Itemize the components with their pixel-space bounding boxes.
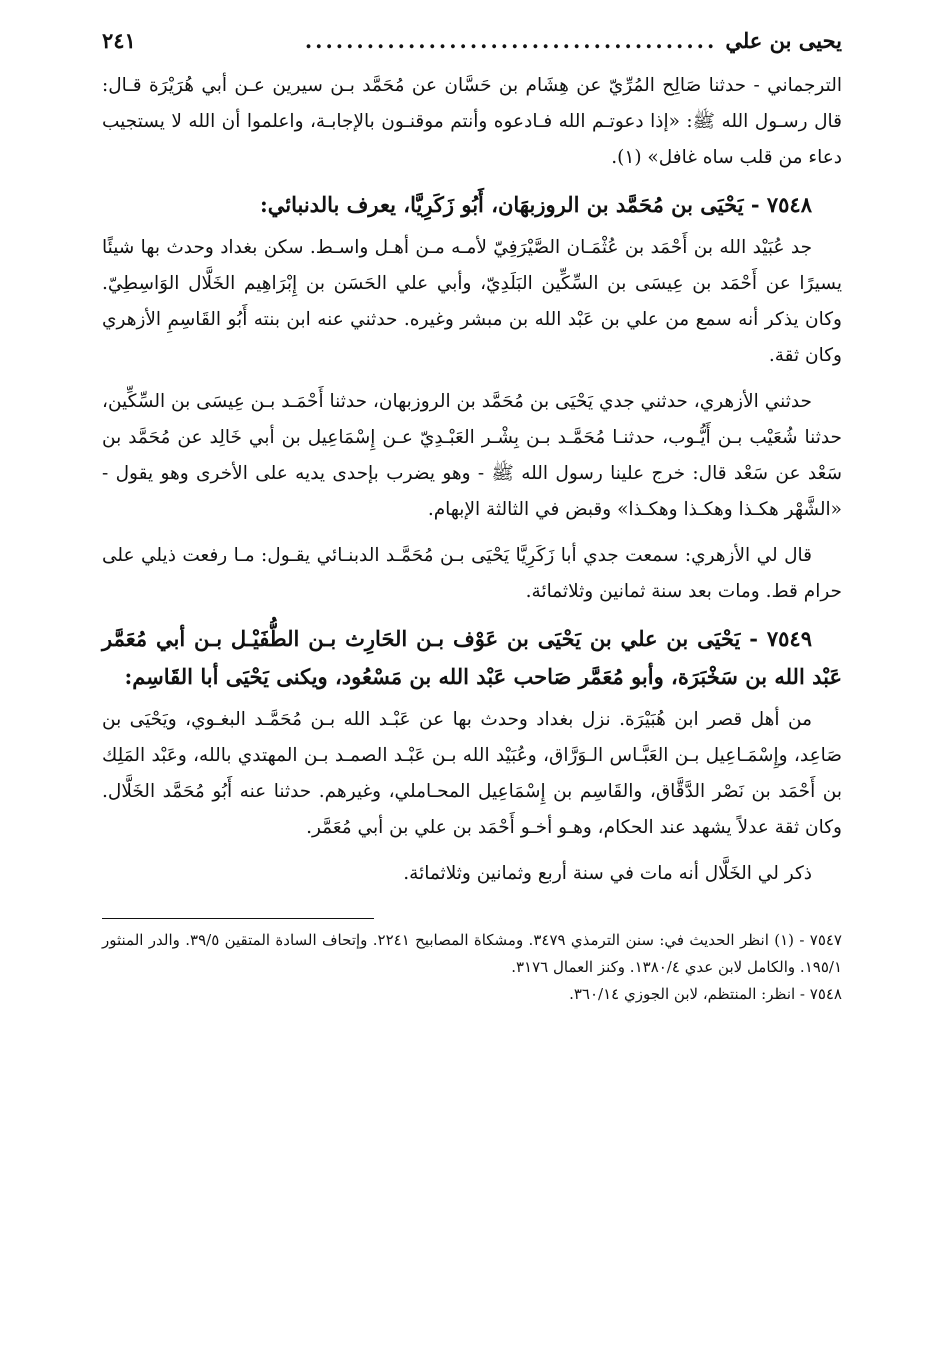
paragraph-biography-7548: جد عُبَيْد الله بن أَحْمَد بن عُثْمَـان الصَّيْرَفِيّ لأمـه مـن أهـل واسـط. سكن بغداد وحدث بها شيئًا يسيرًا عن أَحْمَد بن عِيسَى بن السِّكِّين البَلَدِيّ، وأبي علي الحَسَن بن إِبْرَاهِيم الخَلَّال الوَاسِطِيّ. وكان يذكر أنه سمع من علي بن عَبْد الله بن مبشر وغيره. حدثني عنه ابن بنته أَبُو القَاسِمِ الأزهري وكان ثقة. bbox=[102, 237, 842, 366]
paragraph-quote-7548: قال لي الأزهري: سمعت جدي أبا زَكَرِيَّا يَحْيَى بـن مُحَمَّـد الدبنـائي يقـول: مـا رفعت ذيلي على حرام قط. ومات بعد سنة ثمانين وثلاثمائة. bbox=[102, 545, 842, 602]
paragraph-continuation: الترجماني - حدثنا صَالِح المُرِّيّ عن هِشَام بن حَسَّان عن مُحَمَّد بـن سيرين عـن أبي هُرَيْرَة قـال: قال رسـول الله ﷺ: «إذا دعوتـم الله فـادعوه وأنتم موقنـون بالإجابـة، واعلموا أن الله لا يستجيب دعاء من قلب ساه غافل» (١). bbox=[102, 75, 842, 168]
footnote-separator bbox=[102, 918, 374, 919]
paragraph-hadith-7548: حدثني الأزهري، حدثني جدي يَحْيَى بن مُحَمَّد بن الروزبهان، حدثنا أَحْمَـد بـن عِيسَى بن السِّكِّين، حدثنا شُعَيْب بـن أَيُّـوب، حدثنـا مُحَمَّـد بـن بِشْـر العَبْـدِيّ عـن إِسْمَاعِيل بن أبي خَالِد عن مُحَمَّد بن سَعْد عن سَعْد قال: خرج علينا رسول الله ﷺ - وهو يضرب بإحدى يديه على الأخرى وهو يقول - «الشَّهْر هكـذا وهكـذا وهكـذا» وقبض في الثالثة الإبهام. bbox=[102, 391, 842, 520]
footnote-separator-wrap bbox=[102, 892, 842, 927]
entry-heading-7549: ٧٥٤٩ - يَحْيَى بن علي بن يَحْيَى بن عَوْف بـن الحَارِث بـن الطُّفَيْـل بـن أبي مُعَمَّر عَبْد الله بن سَخْبَرَة، وأبو مُعَمَّر صَاحب عَبْد الله بن مَسْعُود، ويكنى يَحْيَى أبا القَاسِم: bbox=[102, 626, 842, 689]
running-title: يحيى بن علي bbox=[725, 28, 842, 53]
paragraph-death-7549: ذكر لي الخَلَّال أنه مات في سنة أربع وثمانين وثلاثمائة. bbox=[403, 863, 812, 884]
paragraph-biography-7549: من أهل قصر ابن هُبَيْرَة. نزل بغداد وحدث بها عن عَبْـد الله بـن مُحَمَّـد البغـوي، ويَحْيَى بن صَاعِد، وإِسْمَـاعِيل بـن العَبَّـاس الـوَرَّاق، وعُبَيْد الله بـن عَبْـد الصمـد بـن المهتدي بالله، وعَبْد المَلِك بن أَحْمَد بن نَصْر الدَّقَّاق، والقَاسِم بن إِسْمَاعِيل المحـاملي، وغيرهم. حدثنا عنه أَبُو مُحَمَّد الخَلَّال. وكان ثقة عدلاً يشهد عند الحكام، وهـو أخـو أَحْمَد بن علي بن أبي مُعَمَّر. bbox=[102, 709, 842, 838]
footnote-7548: ٧٥٤٨ - انظر: المنتظم، لابن الجوزي ٣٦٠/١٤. bbox=[569, 985, 842, 1003]
entry-heading-7548: ٧٥٤٨ - يَحْيَى بن مُحَمَّد بن الروزبهَان، أَبُو زَكَرِيَّا، يعرف بالدنبائي: bbox=[260, 192, 812, 217]
book-page bbox=[102, 28, 842, 1008]
header-dots: ........................................ bbox=[304, 28, 718, 53]
page-number: ٢٤١ bbox=[102, 28, 136, 53]
page-header bbox=[102, 28, 842, 68]
footnote-7547: ٧٥٤٧ - (١) انظر الحديث في: سنن الترمذي ٣٤٧٩. ومشكاة المصابيح ٢٢٤١. وإتحاف السادة المتقين ٣٩/٥. والدر المنثور ١٩٥/١. والكامل لابن عدي ١٣٨٠/٤. وكنز العمال ٣١٧٦. bbox=[102, 931, 842, 976]
